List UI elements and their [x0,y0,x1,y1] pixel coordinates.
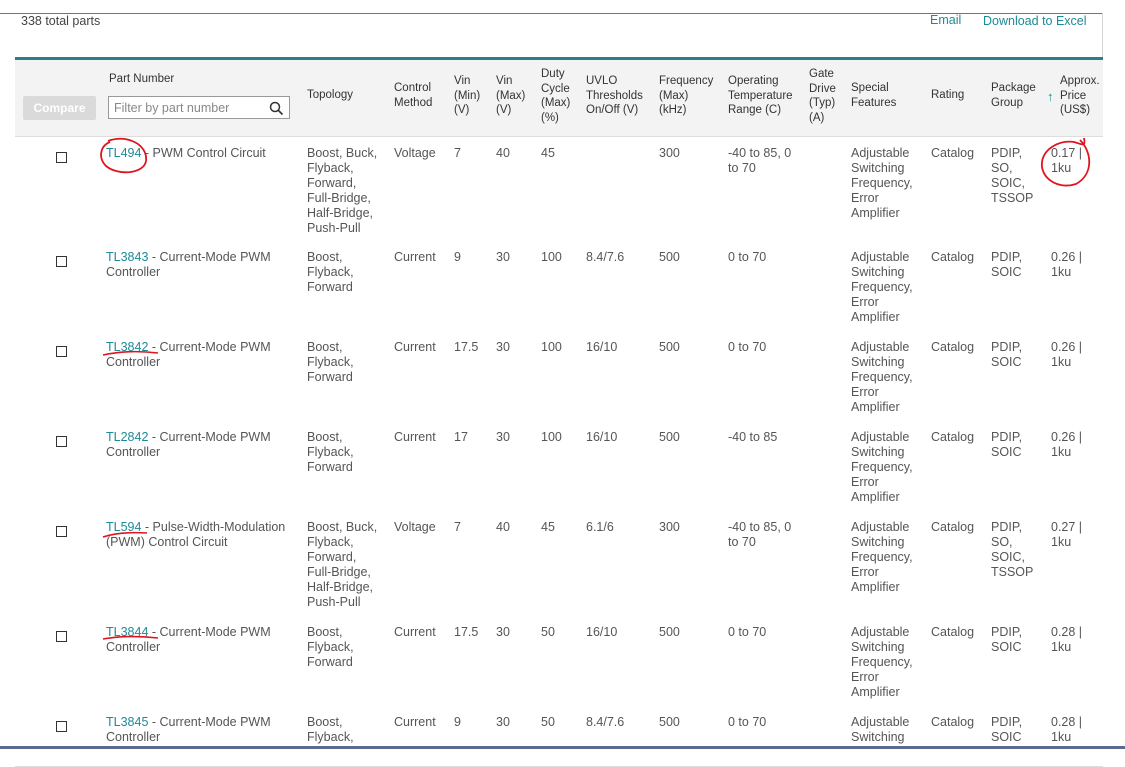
cell-line: Full-Bridge, [307,191,371,205]
cell-line: Adjustable [851,250,910,264]
cell-line: Switching [851,445,905,459]
cell [1051,520,1101,550]
search-icon[interactable] [269,101,284,116]
part-description: - Current-Mode PWM Controller [106,625,271,654]
uvlo-cell: 8.4/7.6 [586,250,625,264]
cell-line: SOIC [991,445,1022,459]
table-row [15,241,1103,332]
vin-min-header[interactable] [454,74,480,118]
part-description: - PWM Control Circuit [141,146,266,160]
cell-line: -40 to 85, 0 [728,146,792,160]
header-line: (Max) [659,89,689,102]
cell [1051,146,1101,176]
cell-line: Push-Pull [307,595,361,609]
header-line: Special [851,82,889,94]
cell-line: PDIP, [991,715,1023,729]
cell-line: 0 to 70 [728,625,767,639]
duty-cycle-cell: 45 [541,520,555,534]
uvlo-cell: 6.1/6 [586,520,614,534]
control-method-cell: Current [394,625,436,639]
control-method-cell: Current [394,715,436,729]
cell-line: PDIP, [991,430,1023,444]
compare-button[interactable]: Compare [23,96,96,120]
vin-min-cell: 7 [454,146,461,160]
cell-line: Switching [851,535,905,549]
cell-line: PDIP, [991,625,1023,639]
part-number-link[interactable]: TL3844 [106,625,149,639]
header-line: Package [991,82,1036,94]
cell-line: SOIC [991,730,1022,744]
cell-line: SO, [991,161,1013,175]
frequency-header[interactable] [659,74,713,118]
cell-line: Frequency, [851,550,913,564]
header-line: (US$) [1060,104,1091,116]
duty-cycle-cell: 45 [541,146,555,160]
header-line: (%) [541,111,559,124]
cell-line: SOIC, [991,176,1026,190]
header-line: Gate [809,68,834,80]
cell-line: Frequency, [851,370,913,384]
cell-line: 0.26 | [1051,340,1083,354]
vin-min-cell: 7 [454,520,461,534]
part-number-link[interactable]: TL2842 [106,430,149,444]
cell-line: Flyback, [307,265,354,279]
table-row [15,331,1103,422]
vin-max-cell: 30 [496,715,510,729]
table-header [15,60,1103,137]
frequency-cell: 500 [659,430,680,444]
cell-line: Boost, Buck, [307,520,378,534]
arrow-up-icon[interactable]: ↑ [1047,89,1054,104]
rating-cell: Catalog [931,146,975,160]
header-line: Group [991,96,1023,109]
cell-line: Adjustable [851,625,910,639]
cell [1051,340,1101,370]
cell-line: 1ku [1051,640,1072,654]
cell [307,340,389,385]
cell-line: TSSOP [991,565,1034,579]
cell-line: 0.28 | [1051,625,1083,639]
cell [728,340,808,355]
cell-line: Boost, [307,715,343,729]
cell-line: Error [851,385,879,399]
part-number-link[interactable]: TL594 [106,520,142,534]
uvlo-header[interactable] [586,74,643,118]
cell-line: Adjustable [851,520,910,534]
part-number-link[interactable]: TL3842 [106,340,149,354]
part-number-cell [106,430,301,460]
header-line: (Typ) [809,97,836,109]
cell-line: Forward, [307,550,357,564]
part-number-cell [106,146,301,161]
rating-cell: Catalog [931,715,975,729]
header-line: Vin [496,75,513,87]
header-line: Vin [454,75,471,87]
header-line: On/Off (V) [586,104,639,116]
cell-line: Adjustable [851,340,910,354]
cell [851,250,931,325]
cell-line: 1ku [1051,535,1072,549]
frequency-cell: 300 [659,146,680,160]
cell-line: 0 to 70 [728,715,767,729]
gate-drive-header[interactable] [809,67,836,125]
cell-line: Error [851,295,879,309]
cell-line: Amplifier [851,490,900,504]
duty-cycle-cell: 100 [541,430,562,444]
compare-checkbox[interactable] [56,526,67,537]
cell-line: 1ku [1051,445,1072,459]
cell-line: Boost, [307,250,343,264]
cell [307,715,389,745]
cell [851,715,931,745]
header-line: Duty [541,68,565,80]
filter-input[interactable] [109,97,264,118]
cell-line: Error [851,565,879,579]
header-line: Method [394,96,433,109]
part-number-header[interactable]: Part Number [109,73,175,85]
cell [1051,715,1101,745]
cell-line: SOIC, [991,550,1026,564]
operating-temp-header[interactable] [728,74,793,118]
cell [991,625,1041,655]
cell [991,250,1041,280]
cell [307,520,389,610]
vin-min-cell: 9 [454,715,461,729]
duty-cycle-header[interactable] [541,67,570,125]
frequency-cell: 500 [659,340,680,354]
cell [991,520,1041,580]
cell [851,625,931,700]
cell-line: PDIP, [991,340,1023,354]
cell-line: SOIC [991,355,1022,369]
header-line: UVLO [586,75,618,87]
cell-line: Flyback, [307,730,354,744]
cell-line: Amplifier [851,310,900,324]
header-line: (Max) [496,89,526,102]
part-number-cell [106,625,301,655]
cell [991,430,1041,460]
frequency-cell: 300 [659,520,680,534]
table-row [15,706,1103,767]
cell [1051,250,1101,280]
cell [991,715,1041,745]
cell-line: SO, [991,535,1013,549]
cell [991,146,1041,206]
cell-line: Half-Bridge, [307,206,373,220]
cell-line: 1ku [1051,730,1072,744]
cell-line: Boost, Buck, [307,146,378,160]
cell-line: PDIP, [991,520,1023,534]
cell [307,430,389,475]
cell-line: Amplifier [851,685,900,699]
part-number-cell [106,250,301,280]
compare-checkbox[interactable] [56,256,67,267]
vin-min-cell: 9 [454,250,461,264]
header-line: (V) [454,104,470,116]
cell-line: 0.28 | [1051,715,1083,729]
cell-line: Boost, [307,430,343,444]
part-number-cell [106,715,301,745]
cell-line: Forward, [307,176,357,190]
header-line: Price [1060,89,1087,102]
compare-checkbox[interactable] [56,631,67,642]
part-description: - Current-Mode PWM Controller [106,430,271,459]
cell-line: SOIC [991,265,1022,279]
cell [307,146,389,236]
table-row [15,616,1103,707]
cell-line: Frequency, [851,176,913,190]
header-line: Drive [809,82,836,95]
vin-max-cell: 40 [496,146,510,160]
vin-max-cell: 30 [496,250,510,264]
cell-line: 1ku [1051,265,1072,279]
cell-line: Forward [307,280,353,294]
cell-line: Frequency, [851,460,913,474]
cell-line: Switching [851,265,905,279]
cell-line: Switching [851,640,905,654]
rating-header[interactable]: Rating [931,89,965,101]
cell [1051,625,1101,655]
part-number-link[interactable]: TL3843 [106,250,149,264]
cell-line: Switching [851,730,905,744]
header-line: (Min) [454,89,481,102]
cell-line: 0 to 70 [728,340,767,354]
control-method-cell: Voltage [394,146,436,160]
cell-line: Boost, [307,625,343,639]
download-excel-link[interactable]: Download to Excel [983,14,1087,28]
cell-line: to 70 [728,161,756,175]
cell [728,625,808,640]
cell-line: 0.26 | [1051,250,1083,264]
header-line: Temperature [728,89,793,102]
part-number-link[interactable]: TL494 [106,146,142,160]
cell-line: 0.26 | [1051,430,1083,444]
cell-line: PDIP, [991,250,1023,264]
control-method-header[interactable] [394,81,432,110]
vin-min-cell: 17.5 [454,340,479,354]
cell-line: Push-Pull [307,221,361,235]
cell-line: Flyback, [307,445,354,459]
table-row [15,511,1103,617]
uvlo-cell: 8.4/7.6 [586,715,625,729]
cell-line: Adjustable [851,146,910,160]
cell-line: Boost, [307,340,343,354]
cell-line: Flyback, [307,161,354,175]
header-line: Cycle [541,82,570,95]
vin-max-cell: 30 [496,430,510,444]
part-description: - Current-Mode PWM Controller [106,250,271,279]
cell-line: 0 to 70 [728,250,767,264]
uvlo-cell: 16/10 [586,625,618,639]
frequency-cell: 500 [659,625,680,639]
cell-line: Flyback, [307,535,354,549]
control-method-cell: Voltage [394,520,436,534]
rating-cell: Catalog [931,250,975,264]
total-parts-count: 338 total parts [21,14,101,28]
cell-line: Frequency, [851,655,913,669]
part-number-cell [106,520,301,550]
header-line: Operating [728,75,779,87]
rating-cell: Catalog [931,625,975,639]
header-line: Frequency [659,75,714,87]
cell-line: -40 to 85 [728,430,778,444]
vin-min-cell: 17.5 [454,625,479,639]
cell-line: 1ku [1051,355,1072,369]
frequency-cell: 500 [659,250,680,264]
cell-line: 0.17 | [1051,146,1083,160]
vin-max-cell: 30 [496,625,510,639]
compare-checkbox[interactable] [56,721,67,732]
divider [1102,13,1103,58]
email-link[interactable]: Email [930,13,962,27]
package-group-header[interactable] [991,81,1036,110]
part-description: - Current-Mode PWM Controller [106,340,271,369]
cell-line: Amplifier [851,580,900,594]
cell-line: 1ku [1051,161,1072,175]
uvlo-cell: 16/10 [586,430,618,444]
vin-max-header[interactable] [496,74,525,118]
cell [307,625,389,670]
cell [728,430,808,445]
control-method-cell: Current [394,430,436,444]
cell [851,520,931,595]
header-line: (Max) [541,97,571,109]
cell-line: Error [851,191,879,205]
cell-line: Adjustable [851,430,910,444]
part-number-filter[interactable] [108,96,290,119]
topology-header[interactable]: Topology [307,89,354,101]
duty-cycle-cell: 50 [541,625,555,639]
cell [307,250,389,295]
header-line: Control [394,82,432,94]
compare-checkbox[interactable] [56,152,67,163]
cell [991,340,1041,370]
cell-line: Amplifier [851,206,900,220]
cell-line: Error [851,670,879,684]
cell-line: Half-Bridge, [307,580,373,594]
duty-cycle-cell: 100 [541,250,562,264]
cell-line: PDIP, [991,146,1023,160]
header-line: Thresholds [586,89,643,102]
cell-line: Frequency, [851,280,913,294]
header-line: Approx. [1060,75,1100,87]
cell-line: SOIC [991,640,1022,654]
cell-line: Switching [851,355,905,369]
header-line: Features [851,96,897,109]
table-row [15,421,1103,512]
vin-max-cell: 40 [496,520,510,534]
cell [728,250,808,265]
part-description: - Pulse-Width-Modulation (PWM) Control Circuit [106,520,286,549]
cell [851,430,931,505]
cell [851,146,931,221]
part-number-link[interactable]: TL3845 [106,715,149,729]
cell-line: Adjustable [851,715,910,729]
uvlo-cell: 16/10 [586,340,618,354]
special-features-header[interactable] [851,81,896,110]
cell-line: Forward [307,460,353,474]
cell-line: Flyback, [307,355,354,369]
part-description: - Current-Mode PWM Controller [106,715,271,744]
cell-line: TSSOP [991,191,1034,205]
header-line: (V) [496,104,512,116]
cell-line: Switching [851,161,905,175]
table-row [15,137,1103,242]
rating-cell: Catalog [931,520,975,534]
cell [1051,430,1101,460]
duty-cycle-cell: 100 [541,340,562,354]
cell [728,715,808,730]
duty-cycle-cell: 50 [541,715,555,729]
cell [851,340,931,415]
compare-checkbox[interactable] [56,436,67,447]
part-number-cell [106,340,301,370]
control-method-cell: Current [394,250,436,264]
cell-line: 0.27 | [1051,520,1083,534]
cell-line: Forward [307,370,353,384]
cell-line: to 70 [728,535,756,549]
rating-cell: Catalog [931,430,975,444]
vin-max-cell: 30 [496,340,510,354]
price-header[interactable] [1060,74,1100,118]
cell-line: -40 to 85, 0 [728,520,792,534]
frequency-cell: 500 [659,715,680,729]
cell-line: Flyback, [307,640,354,654]
rating-cell: Catalog [931,340,975,354]
cell-line: Error [851,475,879,489]
vin-min-cell: 17 [454,430,468,444]
header-line: (kHz) [659,104,687,116]
control-method-cell: Current [394,340,436,354]
cell-line: Full-Bridge, [307,565,371,579]
header-line: Range (C) [728,104,782,116]
cell [728,146,808,176]
cell-line: Amplifier [851,400,900,414]
header-line: (A) [809,111,825,124]
cell-line: Forward [307,655,353,669]
cell [728,520,808,550]
compare-checkbox[interactable] [56,346,67,357]
